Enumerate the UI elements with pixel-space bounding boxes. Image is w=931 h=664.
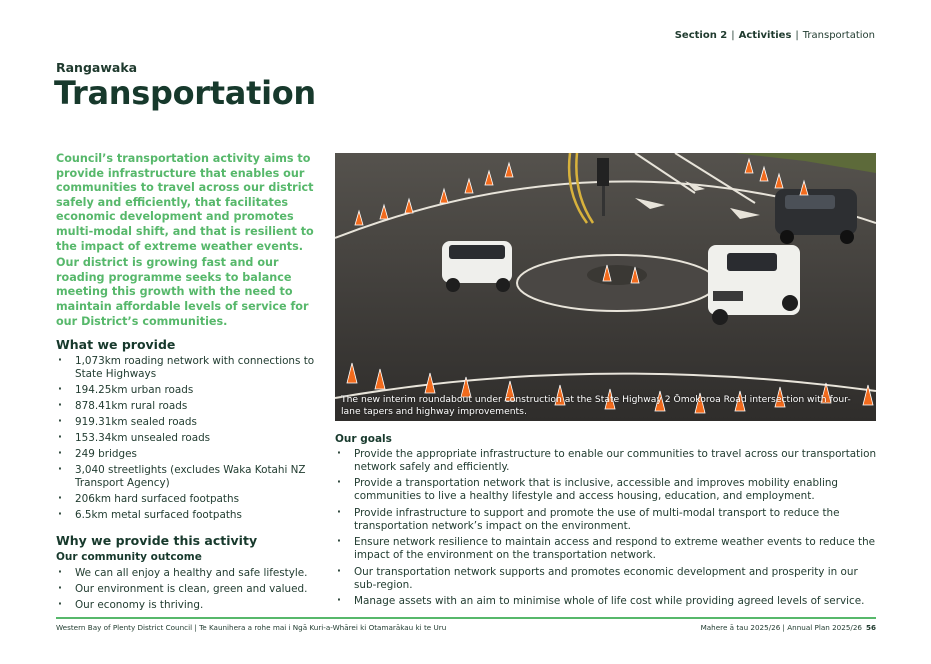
list-item: · 153.34km unsealed roads xyxy=(56,432,318,445)
intro-paragraph: Our district is growing fast and our roading programme seeks to balance meeting this growth with the need to maintain affordable levels of service for our District’s communities. xyxy=(56,256,309,328)
roundabout-illustration xyxy=(335,153,876,421)
list-item: · 919.31km sealed roads xyxy=(56,416,318,429)
list-item: · Our transportation network supports and promotes economic development and prosperity in our sub-region. xyxy=(335,566,880,592)
breadcrumb-group: Activities xyxy=(738,30,792,41)
footer-divider xyxy=(56,617,876,619)
list-item: · 1,073km roading network with connections to State Highways xyxy=(56,355,318,381)
intro-text xyxy=(56,152,324,331)
list-item: · 3,040 streetlights (excludes Waka Kotahi NZ Transport Agency) xyxy=(56,464,318,490)
roundabout-photo xyxy=(335,153,876,421)
list-item: · 206km hard surfaced footpaths xyxy=(56,493,318,506)
list-item: · Our economy is thriving. xyxy=(56,599,324,612)
what-we-provide-heading: What we provide xyxy=(56,337,176,352)
list-item: · 6.5km metal surfaced footpaths xyxy=(56,509,318,522)
page-title: Transportation xyxy=(54,74,316,112)
goals-list xyxy=(335,448,880,611)
list-item: · Manage assets with an aim to minimise whole of life cost while providing agreed levels of service. xyxy=(335,595,880,608)
list-item: · Provide a transportation network that is inclusive, accessible and improves mobility enabling communities to live a healthy lifestyle and access housing, education, and employment. xyxy=(335,477,880,503)
list-item: · We can all enjoy a healthy and safe lifestyle. xyxy=(56,567,324,580)
photo-caption: The new interim roundabout under construction at the State Highway 2 Ōmokoroa Road intersection with four-lane tapers and highway improvements. xyxy=(341,394,851,417)
intro-paragraph: Council’s transportation activity aims to provide infrastructure that enables our communities to travel across our district safely and efficiently, that facilitates economic development and promotes multi-modal shift, and that is resilient to the impact of extreme weather events. xyxy=(56,152,314,253)
list-item: · 194.25km urban roads xyxy=(56,384,318,397)
outcome-list xyxy=(56,567,324,615)
list-item: · 878.41km rural roads xyxy=(56,400,318,413)
breadcrumb-separator: | xyxy=(795,30,799,41)
why-heading: Why we provide this activity xyxy=(56,533,258,548)
breadcrumb-separator: | xyxy=(731,30,735,41)
goals-heading: Our goals xyxy=(335,433,392,445)
breadcrumb-topic: Transportation xyxy=(802,30,875,41)
breadcrumb xyxy=(675,30,875,41)
breadcrumb-section: Section 2 xyxy=(674,30,728,41)
list-item: · Ensure network resilience to maintain access and respond to extreme weather events to reduce the impact of the environment on the transportation network. xyxy=(335,536,880,562)
list-item: · Provide the appropriate infrastructure to enable our communities to travel across our transportation network safely and efficiently. xyxy=(335,448,880,474)
page-number: 56 xyxy=(865,623,876,632)
community-outcome-heading: Our community outcome xyxy=(56,551,202,563)
list-item: · Provide infrastructure to support and promote the use of multi-modal transport to reduce the transportation network’s impact on the environment. xyxy=(335,507,880,533)
footer-plan-title: Mahere ā tau 2025/26 | Annual Plan 2025/26 xyxy=(700,623,862,632)
footer-organisation: Western Bay of Plenty District Council | Te Kaunihera a rohe mai i Ngā Kuri-a-Whārei ki Otamarākau ki te Uru xyxy=(56,623,447,632)
list-item: · Our environment is clean, green and valued. xyxy=(56,583,324,596)
provide-list xyxy=(56,355,318,525)
page-kicker: Rangawaka xyxy=(56,60,138,75)
footer-plan xyxy=(701,623,876,632)
list-item: · 249 bridges xyxy=(56,448,318,461)
